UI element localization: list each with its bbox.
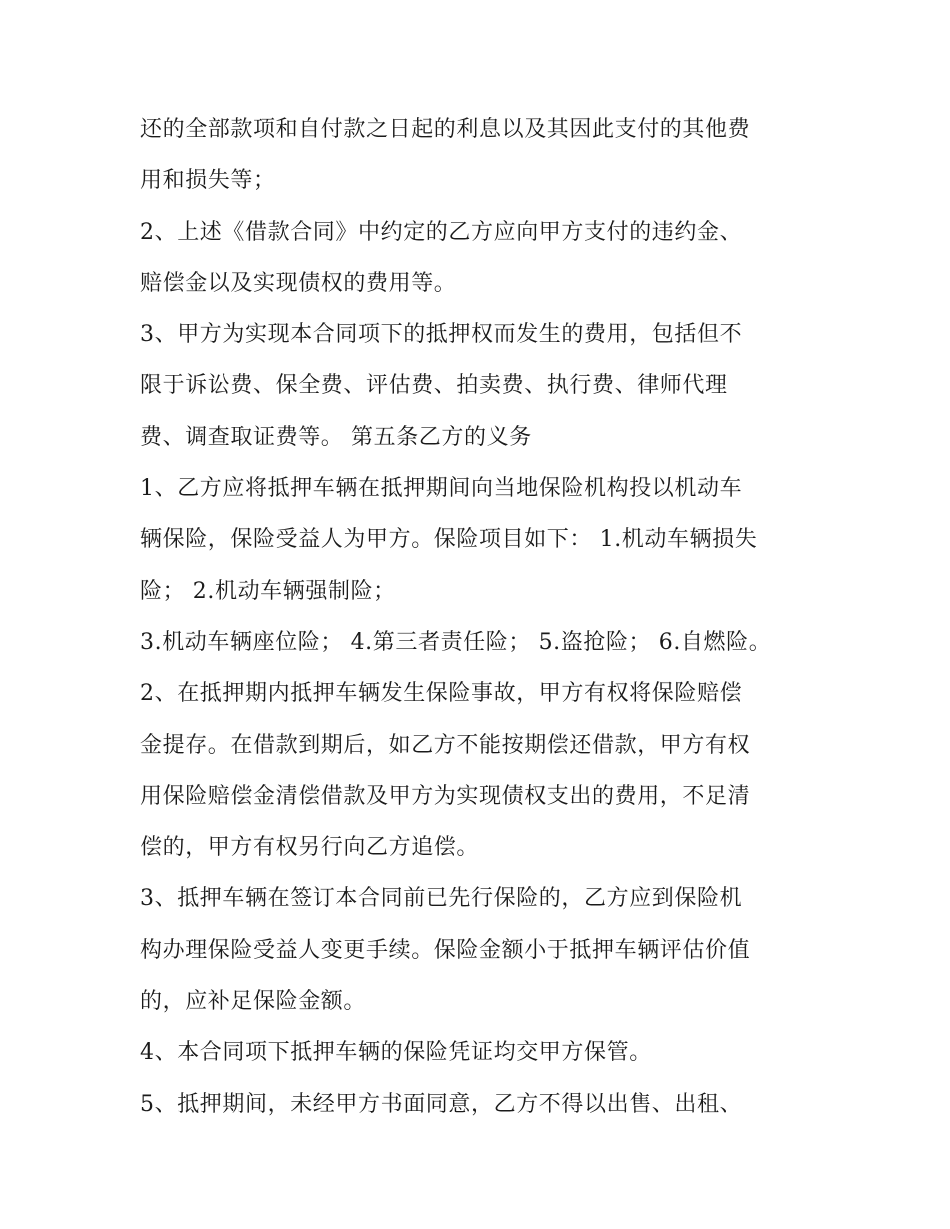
contract-text-body [140,104,830,1130]
text-line: 3.机动车辆座位险； 4.第三者责任险； 5.盗抢险； 6.自燃险。 [140,629,772,655]
text-line: 限于诉讼费、保全费、评估费、拍卖费、执行费、律师代理 [140,373,728,399]
text-line: 还的全部款项和自付款之日起的利息以及其因此支付的其他费 [140,117,751,142]
text-line: 金提存。在借款到期后，如乙方不能按期偿还借款，甲方有权 [140,732,751,758]
text-line: 2、上述《借款合同》中约定的乙方应向甲方支付的违约金、 [140,219,743,245]
text-line: 4、本合同项下抵押车辆的保险凭证均交甲方保管。 [140,1040,652,1066]
text-line: 用和损失等； [140,168,276,194]
text-line: 辆保险，保险受益人为甲方。保险项目如下： 1.机动车辆损失 [140,527,758,553]
text-line: 赔偿金以及实现债权的费用等。 [140,270,457,296]
text-line: 2、在抵押期内抵押车辆发生保险事故，甲方有权将保险赔偿 [140,681,743,707]
text-line: 用保险赔偿金清偿借款及甲方为实现债权支出的费用，不足清 [140,783,751,809]
text-line: 1、乙方应将抵押车辆在抵押期间向当地保险机构投以机动车 [140,476,743,502]
text-line: 构办理保险受益人变更手续。保险金额小于抵押车辆评估价值 [140,937,751,963]
text-line: 偿的，甲方有权另行向乙方追偿。 [140,835,480,861]
text-line: 3、甲方为实现本合同项下的抵押权而发生的费用，包括但不 [140,322,743,348]
text-line: 的，应补足保险金额。 [140,989,367,1015]
text-line: 费、调查取证费等。 第五条乙方的义务 [140,424,532,450]
text-line: 5、抵押期间，未经甲方书面同意，乙方不得以出售、出租、 [140,1091,743,1117]
text-line: 3、抵押车辆在签订本合同前已先行保险的，乙方应到保险机 [140,886,743,912]
text-line: 险； 2.机动车辆强制险； [140,578,396,604]
